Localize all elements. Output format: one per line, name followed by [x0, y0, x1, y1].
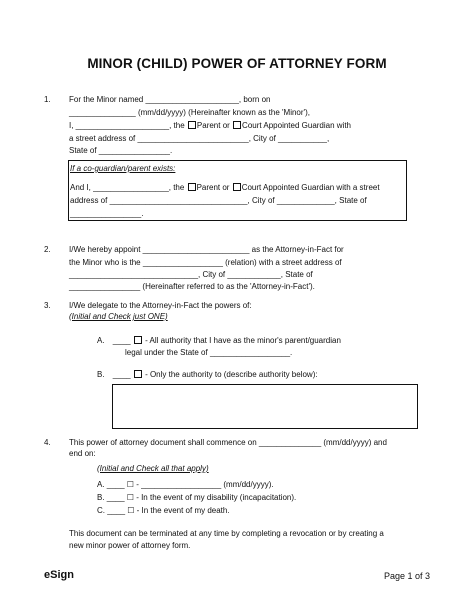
coguardian-line-3: ________________.: [70, 209, 144, 218]
section-4-line-1: This power of attorney document shall commence on ______________ (mm/dd/yyyy) and: [69, 438, 387, 447]
option-3a-checkbox[interactable]: [134, 336, 142, 344]
parent-checkbox[interactable]: [188, 121, 196, 129]
option-3b-initial[interactable]: ____: [112, 370, 131, 379]
section-1-line-4: a street address of _________________________, City of ___________,: [69, 134, 330, 143]
page-number: Page 1 of 3: [383, 571, 430, 581]
option-3b: [97, 370, 318, 381]
option-3b-letter: B.: [97, 370, 105, 379]
section-1-line-2: _______________ (mm/dd/yyyy) (Hereinafter known as the 'Minor'),: [69, 108, 310, 117]
section-4-number: 4.: [44, 438, 51, 447]
section-1-line-1: For the Minor named _____________________, born on: [69, 95, 271, 104]
guardian-checkbox[interactable]: [233, 121, 241, 129]
option-3b-text: - Only the authority to (describe authority below):: [145, 370, 318, 379]
option-3b-checkbox[interactable]: [134, 370, 142, 378]
section-1-line-3: [69, 121, 351, 132]
section-2-line-4: ________________ (Hereinafter referred to as the 'Attorney-in-Fact').: [69, 282, 315, 291]
closing-line-2: new minor power of attorney form.: [69, 541, 191, 550]
section-3-number: 3.: [44, 301, 51, 310]
coguardian-line-1: [70, 183, 380, 194]
option-3a-letter: A.: [97, 336, 105, 345]
option-4b[interactable]: B. ____ ☐ - In the event of my disability (incapacitation).: [97, 493, 297, 502]
section-2-line-2: the Minor who is the __________________ (relation) with a street address of: [69, 258, 342, 267]
section-2-line-1: I/We hereby appoint ________________________ as the Attorney-in-Fact for: [69, 245, 344, 254]
section-1-number: 1.: [44, 95, 51, 104]
coguardian-heading: If a co-guardian/parent exists:: [70, 164, 176, 173]
option-4a[interactable]: A. ____ ☐ - __________________ (mm/dd/yyyy).: [97, 480, 274, 489]
option-3a: [97, 336, 341, 347]
option-3a-text: - All authority that I have as the minor's parent/guardian: [145, 336, 341, 345]
coguardian-line-1-text: And I, _________________, the: [70, 183, 185, 192]
section-4-line-2: end on:: [69, 449, 96, 458]
option-4c[interactable]: C. ____ ☐ - In the event of my death.: [97, 506, 230, 515]
coguardian-line-2: address of _______________________________, City of _____________, State of: [70, 196, 367, 205]
option-3a-initial[interactable]: ____: [112, 336, 131, 345]
esign-logo: eSign: [44, 569, 74, 581]
section-2-line-3: _____________________________, City of ____________, State of: [69, 270, 313, 279]
section-4-instruction: (Initial and Check all that apply): [97, 464, 209, 473]
document-title: MINOR (CHILD) POWER OF ATTORNEY FORM: [87, 56, 387, 71]
section-3-instruction: (Initial and Check just ONE): [69, 312, 168, 321]
authority-description-box[interactable]: [112, 384, 418, 429]
closing-line-1: This document can be terminated at any time by completing a revocation or by creating a: [69, 529, 384, 538]
coguardian-guardian-checkbox[interactable]: [233, 183, 241, 191]
coguardian-parent-label: Parent or: [196, 183, 230, 192]
parent-label: Parent or: [196, 121, 230, 130]
section-1-line-3-text: I, _____________________, the: [69, 121, 185, 130]
coguardian-parent-checkbox[interactable]: [188, 183, 196, 191]
guardian-label: Court Appointed Guardian with: [242, 121, 352, 130]
coguardian-guardian-label: Court Appointed Guardian with a street: [241, 183, 380, 192]
option-3a-line-2: legal under the State of __________________.: [125, 348, 293, 357]
section-1-line-5: State of ________________.: [69, 146, 173, 155]
section-3-line-1: I/We delegate to the Attorney-in-Fact the powers of:: [69, 301, 252, 310]
section-2-number: 2.: [44, 245, 51, 254]
